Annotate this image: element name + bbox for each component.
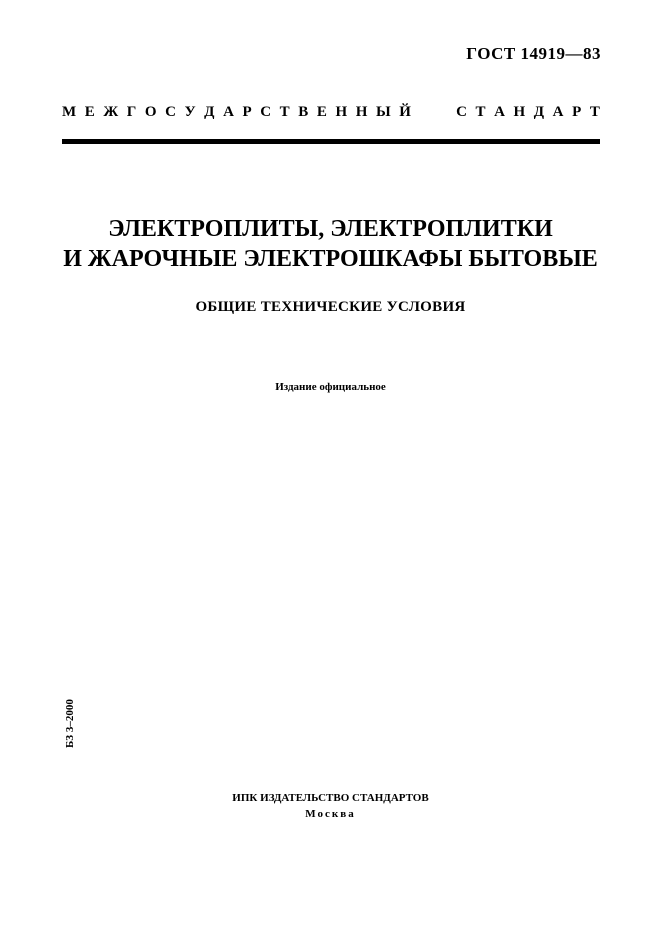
category-letter: Т: [475, 104, 486, 120]
category-letter: С: [456, 104, 467, 120]
category-letter: А: [223, 104, 234, 120]
standard-category: [62, 104, 600, 121]
header-divider: [62, 139, 600, 144]
category-letter: Й: [399, 104, 411, 120]
category-letter: О: [144, 104, 157, 120]
category-letter: А: [552, 104, 564, 120]
edition-note: Издание официальное: [275, 381, 386, 393]
category-letter: Д: [204, 104, 215, 120]
category-letter: Р: [572, 104, 582, 120]
category-letter: Р: [242, 104, 252, 120]
document-subtitle: ОБЩИЕ ТЕХНИЧЕСКИЕ УСЛОВИЯ: [195, 299, 466, 315]
document-code: ГОСТ 14919—83: [466, 44, 601, 63]
publisher-name: ИПК ИЗДАТЕЛЬСТВО СТАНДАРТОВ: [232, 792, 429, 804]
category-letter: Д: [533, 104, 545, 120]
category-letter: А: [494, 104, 505, 120]
category-letter: Г: [126, 104, 137, 120]
category-letter: С: [260, 104, 272, 120]
publisher-city: Москва: [305, 808, 356, 820]
category-word-gap: [420, 104, 448, 121]
category-letter: Н: [513, 104, 526, 120]
category-letter: Е: [316, 104, 327, 120]
category-letter: В: [298, 104, 309, 120]
title-line-1: ЭЛЕКТРОПЛИТЫ, ЭЛЕКТРОПЛИТКИ: [108, 216, 553, 242]
category-letter: Ж: [103, 104, 119, 120]
category-letter: Т: [589, 104, 600, 120]
side-code: БЗ 3–2000: [64, 699, 76, 748]
category-letter: Н: [335, 104, 348, 120]
category-letter: С: [165, 104, 176, 120]
category-letter: Ы: [375, 104, 391, 120]
category-letter: Н: [355, 104, 368, 120]
category-letter: Е: [84, 104, 95, 120]
category-letter: Т: [279, 104, 290, 120]
category-letter: У: [184, 104, 196, 120]
document-title: [0, 214, 661, 274]
category-letter: М: [62, 104, 77, 120]
title-line-2: И ЖАРОЧНЫЕ ЭЛЕКТРОШКАФЫ БЫТОВЫЕ: [63, 246, 598, 272]
